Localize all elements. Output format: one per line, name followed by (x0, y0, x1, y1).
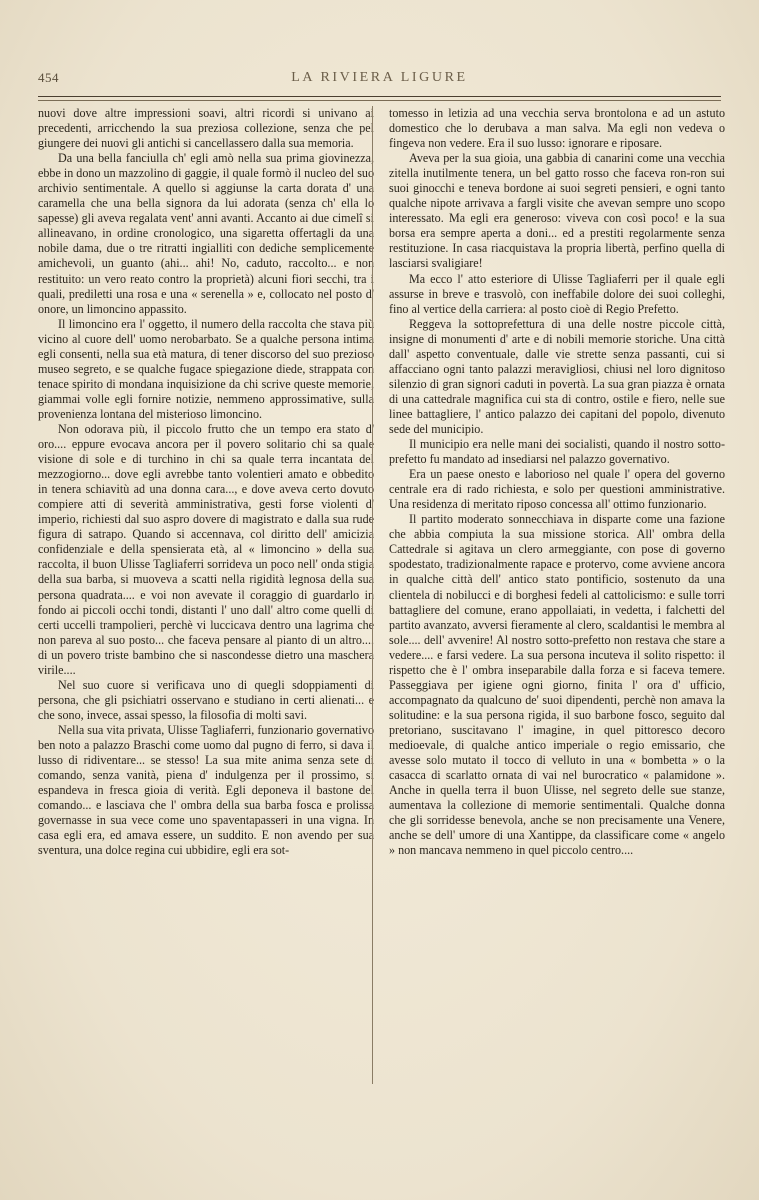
paragraph: Il partito moderato sonnecchiava in disparte come una fazione che abbia compiuta la sua missione storica. All' ombra della Cattedrale si agitava un clero armeggiante, con pose di governo spodestato, tradizionalmente rapace e protervo, come avviene ancora in qualche città dell' antico stato pontificio, sostenuto da una clientela di nobilucci e di borghesi fedeli al cattolicismo: e sulle torri battagliere del comune, erano appollaiati, in vedetta, i falchetti del partito avanzato, avversi fieramente al clero, scaldantisi le membra al sole.... dell' avvenire! Al nostro sotto-prefetto non restava che stare a vedere.... e farsi vedere. La sua persona incuteva il solito rispetto: il rispetto che è l' ombra inseparabile dalla forza e si faceva temere. Passeggiava per igiene ogni giorno, finita l' ora d' ufficio, accompagnato da qualcuno de' suoi dipendenti, perchè non amava la solitudine: e la sua persona rigida, il suo barbone fosco, seguito dal pretoriano, suscitavano l' imagine, in quel pittoresco decoro medioevale, di qualche antico imperiale o regio emissario, che avesse solo mutato il tocco di velluto in una « bombetta » o la casacca di scarlatto ornata di vai nel burocratico « palamidone ». Anche in quella terra il buon Ulisse, nel segreto delle sue stanze, aumentava la collezione di memorie sentimentali. Qualche donna che gli sorridesse benevola, anche se non precisamente una Venere, anche se dell' umore di una Xantippe, da classificare come « angelo » non mancava nemmeno in quel piccolo centro.... (389, 512, 725, 858)
paragraph: Da una bella fanciulla ch' egli amò nella sua prima giovinezza, ebbe in dono un mazzolino di gaggie, il quale formò il nucleo del suo archivio sentimentale. A quello si aggiunse la carta dorata d' una caramella che una bella signora da lui adorata (senza ch' ella lo sapesse) gli aveva regalata vent' anni avanti. Accanto ai due cimelî si allineavano, in ordine cronologico, una sigaretta offertagli da una nobile dama, due o tre ritratti ingialliti con dediche semplicemente amichevoli, un guanto (ahi... ahi! No, caduto, raccolto... e non restituito: un vero reato contro la proprietà) alcuni fiori secchi, tra i quali, prediletti una rosa e una « serenella » e, collocato nel posto d' onore, un limoncino appassito. (38, 151, 374, 316)
column-divider (372, 106, 373, 1084)
left-column (38, 106, 374, 858)
paragraph: Era un paese onesto e laborioso nel quale l' opera del governo centrale era di rado richiesta, e solo per questioni amministrative. Una residenza di meritato riposo concessa all' ottimo funzionario. (389, 467, 725, 512)
paragraph: Reggeva la sottoprefettura di una delle nostre piccole città, insigne di monumenti d' arte e di nobili memorie storiche. Una città dall' aspetto conventuale, dalle vie strette senza passanti, cui si affacciano ogni tanto palazzi meravigliosi, chiusi nel loro dignitoso silenzio di gran signori caduti in povertà. La sua gran piazza è ornata di una cattedrale magnifica cui sta di contro, ostile e fiero, nelle sue linee battagliere, l' antico palazzo dei capitani del popolo, divenuto sede del municipio. (389, 316, 725, 436)
paragraph: tomesso in letizia ad una vecchia serva brontolona e ad un astuto domestico che lo derubava a man salva. Ma egli non vedeva o fingeva non vedere. Era il suo lusso: ignorare e riposare. (389, 106, 725, 151)
header-rule (38, 96, 721, 97)
running-title: LA RIVIERA LIGURE (291, 70, 468, 85)
paragraph: Il municipio era nelle mani dei socialisti, quando il nostro sotto-prefetto fu mandato ad insediarsi nel palazzo governativo. (389, 437, 725, 467)
right-column (389, 106, 725, 858)
header-rule-thin (38, 100, 721, 101)
paragraph: Il limoncino era l' oggetto, il numero della raccolta che stava più vicino al cuore dell' uomo nerobarbato. Se a qualche persona intima egli consenti, nella sua età matura, di tener discorso del suo prezioso museo segreto, e se qualche fugace spiegazione diede, strappata con tenace spirito di mondana inquisizione da chi scrive queste memorie, giammai volle egli fornire notizie, nemmeno approssimative, sulla provenienza lontana del misterioso limoncino. (38, 316, 374, 421)
page-number: 454 (38, 70, 59, 85)
paragraph: Non odorava più, il piccolo frutto che un tempo era stato d' oro.... eppure evocava ancora per il povero solitario chi sa quale visione di sole e di turchino in chi sa quale terra incantata del mezzogiorno... dove egli avrebbe tanto volentieri amato e obbedito in tenera schiavitù ad una donna cara..., e dove aveva certo dovuto compiere atti di severità amministrativa, gesti forse violenti d' imperio, richiesti dal suo aspro dovere di magistrato e dalla sua rude figura di satrapo. Quando si accennava, col diritto dell' amicizia confidenziale e della spensierata età, al « limoncino » della sua raccolta, il buon Ulisse Tagliaferri sorrideva un poco nell' onda stigia della sua barba, si muoveva a scatti nella rigidità legnosa della sua persona quadrata.... e voi non avevate il coraggio di guardarlo in fondo ai piccoli occhi tondi, distanti l' uno dall' altro come quelli di certi uccelli trampolieri, perchè vi luccicava dentro una lagrima che non pareva al suo posto... che faceva pensare al pianto di un altro.... di un povero triste bambino che si nascondesse dietro una maschera virile.... (38, 421, 374, 677)
paragraph: Aveva per la sua gioia, una gabbia di canarini come una vecchia zitella inutilmente tenera, un bel gatto rosso che faceva ron-ron sui suoi ginocchi e teneva bordone ai suoi segreti pensieri, e ogni tanto qualche nipote arrivava a fargli visite che avevan sempre uno scopo interessato. Ma egli era generoso: viveva con così poco! e la sua borsa era sempre aperta a doni... ed a prestiti regolarmente senza restituzione. In casa riacquistava la propria libertà, perfino quella di lasciarsi svaligiare! (389, 151, 725, 271)
paragraph: Nel suo cuore si verificava uno di quegli sdoppiamenti di persona, che gli psichiatri osservano e studiano in certi alienati... e che sono, invece, assai spesso, la filosofia di molti savi. (38, 677, 374, 722)
page-header (38, 70, 721, 92)
paragraph: nuovi dove altre impressioni soavi, altri ricordi si univano ai precedenti, arricchendo la sua preziosa collezione, senza che pel giungere dei nuovi gli antichi si cancellassero dalla sua memoria. (38, 106, 374, 151)
paragraph: Ma ecco l' atto esteriore di Ulisse Tagliaferri per il quale egli assurse in breve e trasvolò, con ineffabile dolore dei suoi colleghi, fino al vertice della carriera: al posto cioè di Regio Prefetto. (389, 271, 725, 316)
paragraph: Nella sua vita privata, Ulisse Tagliaferri, funzionario governativo ben noto a palazzo Braschi come uomo dal pugno di ferro, si dava il lusso di ridiventare... se stesso! La sua mite anima senza sete di comando, senza vanità, piena d' indulgenza per il prossimo, si espandeva in fresca gioia di verità. Egli deponeva il bastone del comando... e lasciava che l' ombra della sua barba fosca e prolissa governasse in sua vece come uno spaventapasseri in una vigna. In casa egli era, ed amava essere, un suddito. E non avendo per sua sventura, una dolce regina cui ubbidire, egli era sot- (38, 722, 374, 858)
